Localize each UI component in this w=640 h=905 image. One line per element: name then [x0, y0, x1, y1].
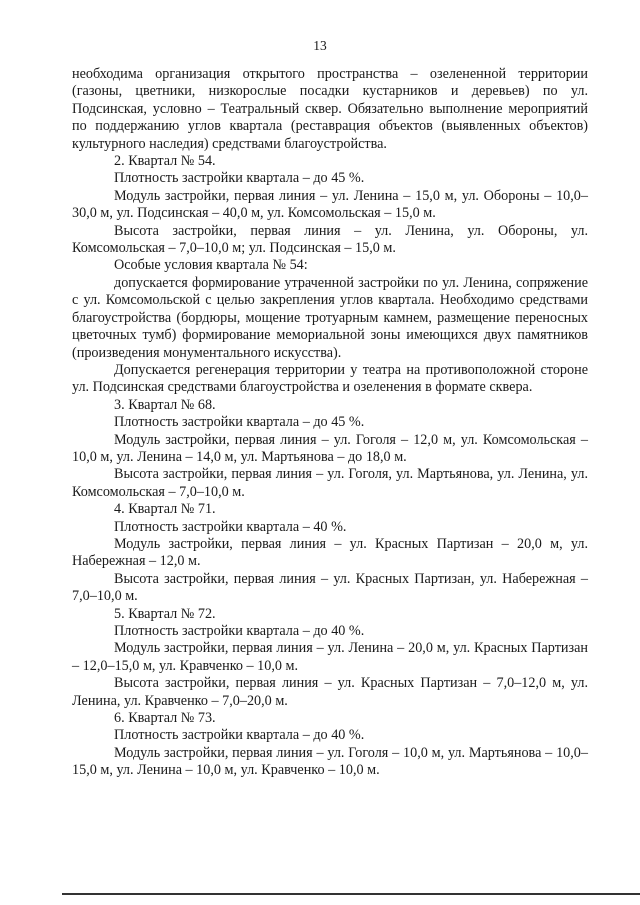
paragraph: Особые условия квартала № 54: [114, 257, 308, 274]
scan-edge-line [62, 893, 640, 895]
document-body [72, 66, 588, 780]
paragraph: Плотность застройки квартала – 40 %. [114, 518, 347, 535]
section-heading-quarter-54: 2. Квартал № 54. [114, 153, 216, 170]
paragraph: Модуль застройки, первая линия – ул. Гоголя – 10,0 м, ул. Мартьянова – 10,0–15,0 м, ул. Ленина – 10,0 м, ул. Кравченко – 10,0 м. [72, 744, 588, 779]
paragraph: Допускается регенерация территории у театра на противоположной стороне ул. Подсинская средствами благоустройства и озеленения в формате сквера. [72, 361, 588, 396]
paragraph: Модуль застройки, первая линия – ул. Ленина – 15,0 м, ул. Обороны – 10,0–30,0 м, ул. Подсинская – 40,0 м, ул. Комсомольская – 15,0 м. [72, 187, 588, 222]
paragraph: Модуль застройки, первая линия – ул. Ленина – 20,0 м, ул. Красных Партизан – 12,0–15,0 м, ул. Кравченко – 10,0 м. [72, 640, 588, 674]
paragraph: Высота застройки, первая линия – ул. Гоголя, ул. Мартьянова, ул. Ленина, ул. Комсомольская – 7,0–10,0 м. [72, 466, 588, 500]
paragraph: Высота застройки, первая линия – ул. Красных Партизан – 7,0–12,0 м, ул. Ленина, ул. Кравченко – 7,0–20,0 м. [72, 675, 588, 709]
section-heading-quarter-71: 4. Квартал № 71. [114, 501, 216, 518]
paragraph: Высота застройки, первая линия – ул. Ленина, ул. Обороны, ул. Комсомольская – 7,0–10,0 м; ул. Подсинская – 15,0 м. [72, 222, 588, 257]
section-heading-quarter-73: 6. Квартал № 73. [114, 710, 216, 727]
paragraph: Плотность застройки квартала – до 40 %. [114, 623, 365, 639]
paragraph-continuation: необходима организация открытого пространства – озелененной территории (газоны, цветники, низкорослые посадки кустарников и деревьев) по ул. Подсинская, условно – Театральный сквер. Обязательно выполнение мероприятий по поддержанию углов квартала (реставрация объектов (выявленных объектов) культурного наследия) средствами благоустройства. [72, 66, 588, 152]
section-heading-quarter-68: 3. Квартал № 68. [114, 396, 216, 413]
paragraph: допускается формирование утраченной застройки по ул. Ленина, сопряжение с ул. Комсомольской с целью закрепления углов квартала. Необходимо средствами благоустройства (бордюры, мощение тротуарным камнем, размещение переносных цветочных тумб) формирование мемориальной зоны имеющихся двух памятников (произведения монументального искусства). [72, 274, 588, 361]
paragraph: Модуль застройки, первая линия – ул. Гоголя – 12,0 м, ул. Комсомольская – 10,0 м, ул. Ленина – 14,0 м, ул. Мартьянова – до 18,0 м. [72, 431, 588, 465]
section-heading-quarter-72: 5. Квартал № 72. [114, 605, 216, 622]
paragraph: Плотность застройки квартала – до 45 %. [114, 414, 365, 431]
paragraph: Плотность застройки квартала – до 40 %. [114, 727, 365, 744]
page-number: 13 [313, 38, 327, 53]
paragraph: Модуль застройки, первая линия – ул. Красных Партизан – 20,0 м, ул. Набережная – 12,0 м. [72, 535, 588, 570]
paragraph: Высота застройки, первая линия – ул. Красных Партизан, ул. Набережная – 7,0–10,0 м. [72, 570, 588, 605]
paragraph: Плотность застройки квартала – до 45 %. [114, 170, 365, 187]
